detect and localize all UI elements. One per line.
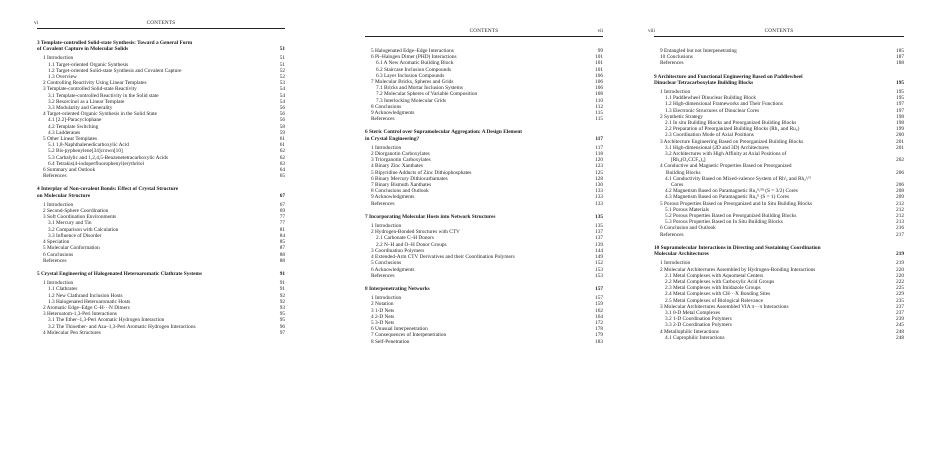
toc-page-number: 212 xyxy=(896,200,904,207)
toc-page-number: 101 xyxy=(595,54,603,61)
toc-entry xyxy=(654,176,904,188)
toc-entry: 6 Pi–Halogen Dimer (PHD) Interactions 101 xyxy=(371,54,603,61)
toc-page-number: 153 xyxy=(595,272,603,279)
toc-entry: 7 Binary Bismuth Xanthates 130 xyxy=(371,182,603,189)
toc-page-number: 220 xyxy=(896,272,904,279)
toc-entry: 6 Acknowledgments 153 xyxy=(371,266,603,273)
toc-page-number: 118 xyxy=(595,151,603,158)
toc-list xyxy=(654,48,904,341)
toc-entry: 5 Porous Properties Based on Preorganized and In Situ Building Blocks 212 xyxy=(660,200,904,207)
toc-page-number: 133 xyxy=(595,188,603,195)
toc-entry: 2 Aromatic Edge–Edge C–H···N Dimers 93 xyxy=(43,304,285,311)
chapter-title-line: 4 Interplay of Non-covalent Bonds: Effect of Crystal Structure xyxy=(37,186,179,193)
toc-entry: 3 Architecture Engineering Based on Preorganized Building Blocks 201 xyxy=(660,138,904,145)
toc-entry: 6.1 A New Aromatic Building Block 101 xyxy=(376,60,603,67)
toc-page-number: 133 xyxy=(595,200,603,207)
page-number: vii xyxy=(597,28,603,34)
toc-entry: 9 Acknowledgments 115 xyxy=(371,110,603,117)
toc-page-number: 58 xyxy=(279,123,285,130)
chapter-title-line: 7 Incorporating Molecular Hosts into Network Structures xyxy=(365,213,496,220)
chapter-title-line: of Covalent Capture in Molecular Solids xyxy=(37,46,129,53)
toc-entry: 2 Second-Sphere Coordination 69 xyxy=(43,208,285,215)
toc-page-number: 92 xyxy=(279,292,285,299)
toc-entry: 2.1 Carbonate C–H Donors 137 xyxy=(376,235,603,242)
toc-entry: 3.2 Comparison with Calculation 81 xyxy=(48,226,285,233)
toc-page-number: 153 xyxy=(595,266,603,273)
toc-page-number: 106 xyxy=(595,72,603,79)
toc-page-number: 157 xyxy=(595,285,603,292)
toc-page-number: 52 xyxy=(279,67,285,74)
toc-entry: 1.1 Paddlewheel Dinuclear Building Block 195 xyxy=(665,95,904,102)
toc-page-number: 135 xyxy=(595,223,603,230)
toc-page-number: 101 xyxy=(595,60,603,67)
toc-entry: 5.1 1,8-Naphthalenedicarboxylic Acid 61 xyxy=(48,142,285,149)
toc-page-number: 159 xyxy=(595,301,603,308)
toc-page-number: 91 xyxy=(279,280,285,287)
toc-entry: 2.3 Coordination Mode of Axial Positions 200 xyxy=(665,132,904,139)
toc-entry: 8 Conclusions and Outlook 133 xyxy=(371,188,603,195)
toc-entry: 3.2 The Thioether- and Aza–1,3-Peri Aromatic Hydrogen Interactions 96 xyxy=(48,323,285,330)
toc-entry: 6.2 Staircase Inclusion Compounds 101 xyxy=(376,66,603,73)
running-title: CONTENTS xyxy=(764,28,794,34)
toc-entry: 4.1 [2.2]-Paracyclophane 56 xyxy=(48,117,285,124)
toc-page-number: 139 xyxy=(595,241,603,248)
toc-entry: 7 Consequences of Interpenetration 179 xyxy=(371,332,603,339)
chapter-title-line: 10 Supramolecular Interactions in Directing and Sustaining Coordination xyxy=(654,244,821,251)
toc-entry: 2 Synthetic Strategy 198 xyxy=(660,113,904,120)
toc-entry xyxy=(654,163,904,175)
toc-page-number: 199 xyxy=(896,126,904,133)
toc-page-number: 52 xyxy=(279,74,285,81)
toc-page-number: 235 xyxy=(896,297,904,304)
toc-entry: 1.2 High-dimensional Frameworks and Their Functions 197 xyxy=(665,101,904,108)
toc-entry: 1.2 New Clathrand Inclusion Hosts 92 xyxy=(48,292,285,299)
chapter-title-line: Dinuclear Tetracarboxylate Building Blocks xyxy=(654,79,754,86)
toc-entry: 4.2 Magnetism Based on Paramagnetic Ru₂ᴵᴵ/ᴵᴵᴵ (S = 3/2) Cores 208 xyxy=(665,188,904,195)
toc-entry: 3 1-D Nets 162 xyxy=(371,307,603,314)
toc-page-number: 85 xyxy=(279,239,285,246)
toc-entry: 2.4 Metal Complexes with CH···X Bonding Sites 229 xyxy=(665,291,904,298)
toc-page-number: 219 xyxy=(896,260,904,267)
toc-entry xyxy=(654,151,904,163)
toc-page-number: 59 xyxy=(279,129,285,136)
toc-page-number: 239 xyxy=(896,316,904,323)
toc-page-number: 202 xyxy=(896,157,904,164)
toc-page-number: 201 xyxy=(896,138,904,145)
chapter-title-line: 5 Crystal Engineering of Halogenated Heteroaromatic Clathrate Systems xyxy=(37,270,203,277)
toc-page-number: 54 xyxy=(279,86,285,93)
toc-page-number: 123 xyxy=(595,163,603,170)
toc-list xyxy=(365,48,603,345)
toc-page-number: 197 xyxy=(896,107,904,114)
toc-entry: 5 Molecular Conformation 87 xyxy=(43,245,285,252)
toc-entry: 8 Conclusions 112 xyxy=(371,103,603,110)
toc-page-number: 195 xyxy=(896,79,904,86)
toc-entry: 4.1 Cuprophilic Interactions 248 xyxy=(665,334,904,341)
toc-page-number: 149 xyxy=(595,254,603,261)
toc-page-number: 61 xyxy=(279,136,285,143)
toc-entry-line: Cores xyxy=(671,182,684,189)
toc-entry: 3 Coordination Polymers 144 xyxy=(371,247,603,254)
toc-entry: 5.3 Carbalylic and 1,2,4,5-Benzenetetracarboxylic Acids 62 xyxy=(48,154,285,161)
toc-page-number: 77 xyxy=(279,220,285,227)
toc-entry: 1 Introduction 91 xyxy=(43,280,285,287)
toc-page-number: 65 xyxy=(279,173,285,180)
page-header xyxy=(365,28,603,37)
toc-entry: 3.1 High-dimensional (2D and 3D) Architectures 201 xyxy=(665,144,904,151)
toc-entry: References 133 xyxy=(371,200,603,207)
toc-page-number: 237 xyxy=(896,303,904,310)
chapter-title xyxy=(37,40,285,52)
toc-page-number: 64 xyxy=(279,167,285,174)
toc-entry: 3.2 Resorcinol as a Linear Template 54 xyxy=(48,98,285,105)
toc-entry: 5.2 Bis-pyphenylene[34]crown[10] 62 xyxy=(48,148,285,155)
toc-entry-line: Building Blocks xyxy=(666,169,701,176)
toc-entry: 6.3 Layer Inclusion Compounds 106 xyxy=(376,72,603,79)
toc-entry: References 188 xyxy=(660,60,904,67)
toc-entry: 4.2 Template Switching 58 xyxy=(48,123,285,130)
chapter-title xyxy=(654,245,904,257)
chapter-title-line: on Molecular Structure xyxy=(37,192,91,199)
toc-page-number: 99 xyxy=(597,48,603,54)
toc-entry: 10 Conclusions 187 xyxy=(660,54,904,61)
toc-page-number: 195 xyxy=(896,89,904,96)
toc-entry: References 65 xyxy=(43,173,285,180)
page-header xyxy=(648,28,904,37)
toc-page-number: 53 xyxy=(279,80,285,87)
toc-page-number: 51 xyxy=(279,61,285,68)
toc-page-number: 248 xyxy=(896,334,904,341)
toc-entry: 1.3 Overview 52 xyxy=(48,74,285,81)
toc-page-number: 87 xyxy=(279,245,285,252)
toc-page-number: 106 xyxy=(595,85,603,92)
toc-page-number: 197 xyxy=(896,101,904,108)
toc-entry: 4 Binary Zinc Xanthates 123 xyxy=(371,163,603,170)
toc-page-number: 152 xyxy=(595,260,603,267)
toc-page-number: 144 xyxy=(595,247,603,254)
toc-page-number: 67 xyxy=(279,192,285,199)
toc-page-number: 117 xyxy=(595,144,603,151)
toc-page-number: 179 xyxy=(595,332,603,339)
toc-entry-line: 4.1 Conductivity Based on Mixed-valence System of Rhᴵ₂ and Rh₂ᴵ/ᴵᴵ xyxy=(665,175,811,182)
toc-entry: 5 Other Linear Templates 61 xyxy=(43,136,285,143)
toc-page-number: 54 xyxy=(279,98,285,105)
toc-page-number: 201 xyxy=(896,144,904,151)
running-title: CONTENTS xyxy=(469,28,499,34)
toc-page-left xyxy=(34,20,285,336)
toc-page-number: 206 xyxy=(896,182,904,189)
toc-page-number: 188 xyxy=(896,60,904,67)
toc-page-number: 56 xyxy=(279,111,285,118)
toc-page-number: 198 xyxy=(896,120,904,127)
toc-entry: 3 Triorganotin Carboxylates 120 xyxy=(371,157,603,164)
toc-entry: 8 Self-Penetration 183 xyxy=(371,338,603,345)
toc-entry: 1 Introduction 67 xyxy=(43,201,285,208)
toc-entry: 5.3 Porous Properties Based on In Situ Building Blocks 213 xyxy=(665,219,904,226)
toc-page-number: 237 xyxy=(896,309,904,316)
toc-entry: 6 Binary Mercury Dithiocarbamates 128 xyxy=(371,175,603,182)
toc-page-number: 209 xyxy=(896,194,904,201)
toc-page-number: 117 xyxy=(595,135,603,142)
toc-page-number: 225 xyxy=(896,285,904,292)
toc-entry: 5 Halogenated Edge–Edge Interactions 99 xyxy=(371,48,603,54)
toc-page-number: 110 xyxy=(595,97,603,104)
toc-entry: 2.5 Metal Complexes of Biological Relevance 235 xyxy=(665,297,904,304)
chapter-title-line: 9 Architecture and Functional Engineering Based on Paddlewheel xyxy=(654,73,803,80)
toc-entry: References 153 xyxy=(371,272,603,279)
toc-page-number: 162 xyxy=(595,307,603,314)
toc-entry: 7.2 Molecular Spheres of Variable Composition 108 xyxy=(376,91,603,98)
toc-page-number: 195 xyxy=(896,95,904,102)
toc-entry: 4 Extended-Arm CTV Derivatives and their Coordination Polymers 149 xyxy=(371,254,603,261)
toc-entry: 3.3 Influence of Disorder 84 xyxy=(48,232,285,239)
toc-page-number: 69 xyxy=(279,208,285,215)
toc-page-number: 212 xyxy=(896,206,904,213)
chapter-title-line: Molecular Architectures xyxy=(654,251,709,258)
toc-page-number: 213 xyxy=(896,219,904,226)
toc-page-number: 229 xyxy=(896,291,904,298)
toc-entry: 4.3 Ladderanes 59 xyxy=(48,129,285,136)
toc-entry: 3.1 Template-controlled Reactivity in the Solid state 54 xyxy=(48,92,285,99)
toc-page-number: 137 xyxy=(595,229,603,236)
toc-page-number: 97 xyxy=(279,329,285,336)
toc-entry-line: 3.2 Architectures with High Affinity at Axial Positions of xyxy=(665,151,787,158)
toc-page-number: 137 xyxy=(595,235,603,242)
toc-entry: 1 Introduction 157 xyxy=(371,295,603,302)
toc-entry: 3.2 1-D Coordination Polymers 239 xyxy=(665,316,904,323)
toc-page-number: 206 xyxy=(896,169,904,176)
toc-entry: 2.2 Preparation of Preorganized Building Blocks (Rh₂ and Ru₂) 199 xyxy=(665,126,904,133)
toc-page-number: 222 xyxy=(896,278,904,285)
toc-page-middle xyxy=(365,28,603,345)
toc-page-number: 112 xyxy=(595,103,603,110)
toc-entry: 6 Unusual Interpenetration 178 xyxy=(371,326,603,333)
toc-entry: 4 Molecular Pen Structures 97 xyxy=(43,329,285,336)
toc-entry: 7.1 Bricks and Mortar Inclusion Systems 106 xyxy=(376,85,603,92)
chapter-title-line: 6 Steric Control over Supramolecular Aggregation: A Design Element xyxy=(365,129,523,136)
toc-entry: 2.3 Metal Complexes with Imidazole Groups 225 xyxy=(665,285,904,292)
chapter-title xyxy=(654,74,904,86)
toc-entry: 3.1 0-D Metal Complexes 237 xyxy=(665,309,904,316)
toc-page-number: 95 xyxy=(279,317,285,324)
toc-entry: 1.1 Target-oriented Organic Synthesis 51 xyxy=(48,61,285,68)
toc-page-number: 95 xyxy=(279,311,285,318)
toc-page-number: 84 xyxy=(279,232,285,239)
toc-entry: 3 Soft Coordination Environments 77 xyxy=(43,214,285,221)
toc-entry: 3.3 2-D Coordination Polymers 245 xyxy=(665,322,904,329)
toc-entry: 6 Summary and Outlook 64 xyxy=(43,167,285,174)
toc-entry: References 88 xyxy=(43,257,285,264)
toc-entry: 1 Introduction 195 xyxy=(660,89,904,96)
toc-page-number: 67 xyxy=(279,201,285,208)
toc-entry: 2 Controlling Reactivity Using Linear Templates 53 xyxy=(43,80,285,87)
toc-entry: 1 Introduction 117 xyxy=(371,144,603,151)
chapter-title-line: in Crystal Engineering? xyxy=(365,135,420,142)
toc-entry: 3 Heteroatom-1,3-Peri Interactions 95 xyxy=(43,311,285,318)
toc-page-number: 200 xyxy=(896,132,904,139)
toc-page-number: 91 xyxy=(279,286,285,293)
toc-entry: 3.3 Modularity and Generality 56 xyxy=(48,105,285,112)
toc-page-number: 185 xyxy=(896,48,904,54)
toc-entry: 7 Molecular Bricks, Spheres and Grids 106 xyxy=(371,79,603,86)
toc-entry: 3.1 Mercury and Tin 77 xyxy=(48,220,285,227)
chapter-title xyxy=(37,271,285,277)
toc-entry: 2.2 Metal Complexes with Carboxylic Acid Groups 222 xyxy=(665,278,904,285)
toc-page-number: 62 xyxy=(279,148,285,155)
toc-entry: 1.3 Electronic Structures of Dinuclear Cores 197 xyxy=(665,107,904,114)
toc-page-number: 56 xyxy=(279,105,285,112)
toc-entry: References 115 xyxy=(371,116,603,123)
toc-page-number: 220 xyxy=(896,266,904,273)
page-number: vi xyxy=(34,20,39,26)
toc-entry: 1.2 Target-oriented Solid-state Synthesis and Covalent Capture 52 xyxy=(48,67,285,74)
toc-page-number: 115 xyxy=(595,116,603,123)
toc-page-number: 125 xyxy=(595,169,603,176)
toc-entry: 2.1 Metal Complexes with Aquometal Centers 220 xyxy=(665,272,904,279)
toc-list xyxy=(37,40,285,336)
toc-page-number: 128 xyxy=(595,175,603,182)
toc-page-number: 88 xyxy=(279,251,285,258)
toc-entry: 2 Hydrogen-Bonded Structures with CTV 137 xyxy=(371,229,603,236)
toc-entry: 6 Conclusion and Outlook 216 xyxy=(660,225,904,232)
toc-entry: 1 Introduction 219 xyxy=(660,260,904,267)
toc-page-number: 198 xyxy=(896,113,904,120)
toc-page-number: 183 xyxy=(595,338,603,345)
toc-entry: 2 Diorganotin Carboxylates 118 xyxy=(371,151,603,158)
toc-page-number: 130 xyxy=(595,182,603,189)
chapter-title xyxy=(365,286,603,292)
toc-entry: 1 Introduction 135 xyxy=(371,223,603,230)
toc-page-number: 101 xyxy=(595,66,603,73)
toc-entry: References 217 xyxy=(660,231,904,238)
toc-page-number: 81 xyxy=(279,226,285,233)
toc-page-number: 212 xyxy=(896,213,904,220)
toc-page-number: 106 xyxy=(595,79,603,86)
toc-entry: 4.3 Magnetism Based on Paramagnetic Ru₂ᴵᴵ (S = 1) Cores 209 xyxy=(665,194,904,201)
toc-entry: 5.1 Porous Materials 212 xyxy=(665,206,904,213)
toc-entry: 5 Bipyridine Adducts of Zinc Dithiophosphates 125 xyxy=(371,169,603,176)
chapter-title-line: 3 Template-controlled Solid-state Synthesis: Toward a General Form xyxy=(37,40,193,46)
toc-page-number: 133 xyxy=(595,194,603,201)
toc-entry: 3 Template-controlled Solid-state Reactivity 54 xyxy=(43,86,285,93)
toc-entry: 3 Molecular Architectures Assembled VIA π···π Interactions 237 xyxy=(660,303,904,310)
toc-entry: 4 Metallophilic Interactions 248 xyxy=(660,328,904,335)
toc-page-number: 54 xyxy=(279,92,285,99)
toc-page-number: 77 xyxy=(279,214,285,221)
toc-page-number: 208 xyxy=(896,188,904,195)
toc-entry: 1 Introduction 51 xyxy=(43,55,285,62)
toc-page-number: 187 xyxy=(896,54,904,61)
toc-page-number: 93 xyxy=(279,304,285,311)
toc-entry: 6.4 Tetrakis(4-iodoperfluorophenyl)erythritol 63 xyxy=(48,160,285,167)
toc-page-number: 63 xyxy=(279,160,285,167)
chapter-title xyxy=(37,186,285,198)
toc-page-number: 178 xyxy=(595,326,603,333)
toc-entry: 9 Entangled but not Interpenetrating 185 xyxy=(660,48,904,54)
toc-page-number: 216 xyxy=(896,225,904,232)
toc-page-number: 51 xyxy=(279,55,285,62)
toc-page-number: 56 xyxy=(279,117,285,124)
toc-entry: 2.1 In situ Building Blocks and Preorganized Building Blocks 198 xyxy=(665,120,904,127)
toc-page-number: 120 xyxy=(595,157,603,164)
chapter-title xyxy=(365,214,603,220)
toc-entry: 2 Notation 159 xyxy=(371,301,603,308)
toc-page-number: 115 xyxy=(595,110,603,117)
toc-entry-line: [Rh₂(O₂CCF₃)₄] xyxy=(671,157,706,164)
toc-entry: 2 Molecular Architectures Assembled by Hydrogen-Bonding Interactions 220 xyxy=(660,266,904,273)
toc-page-number: 91 xyxy=(279,270,285,277)
toc-entry-line: 4 Conductive and Magnetic Properties Based on Preorganized xyxy=(660,163,792,170)
toc-page-number: 245 xyxy=(896,322,904,329)
toc-page-number: 172 xyxy=(595,319,603,326)
toc-entry: 5 Conclusions 152 xyxy=(371,260,603,267)
page-number: viii xyxy=(648,28,655,34)
toc-entry: 5 3-D Nets 172 xyxy=(371,319,603,326)
toc-entry: 6 Conclusions 88 xyxy=(43,251,285,258)
toc-entry: 3.1 The Ether–1,3-Peri Aromatic Hydrogen Interaction 95 xyxy=(48,317,285,324)
running-title: CONTENTS xyxy=(146,20,176,26)
toc-entry: 1.1 Clathrates 91 xyxy=(48,286,285,293)
chapter-title-line: 8 Interpenetrating Networks xyxy=(365,285,430,292)
toc-entry: 9 Acknowledgments 133 xyxy=(371,194,603,201)
toc-page-right xyxy=(648,28,904,341)
toc-page-number: 248 xyxy=(896,328,904,335)
toc-page-number: 96 xyxy=(279,323,285,330)
toc-entry: 7.3 Interlocking Molecular Grids 110 xyxy=(376,97,603,104)
toc-page-number: 51 xyxy=(279,46,285,53)
toc-page-number: 61 xyxy=(279,142,285,149)
toc-page-number: 157 xyxy=(595,295,603,302)
toc-page-number: 217 xyxy=(896,231,904,238)
toc-page-number: 164 xyxy=(595,313,603,320)
toc-page-number: 92 xyxy=(279,298,285,305)
toc-page-number: 88 xyxy=(279,257,285,264)
toc-entry: 4 2-D Nets 164 xyxy=(371,313,603,320)
toc-entry: 5.2 Porous Properties Based on Preorganized Building Blocks 212 xyxy=(665,213,904,220)
toc-page-number: 108 xyxy=(595,91,603,98)
toc-page-number: 135 xyxy=(595,213,603,220)
toc-entry: 4 Speciation 85 xyxy=(43,239,285,246)
toc-entry: 1.3 Halogenated Heteroaromatic Hosts 92 xyxy=(48,298,285,305)
toc-page-number: 219 xyxy=(896,251,904,258)
chapter-title xyxy=(365,129,603,141)
toc-entry: 2.2 N–H and O–H Donor Groups 139 xyxy=(376,241,603,248)
page-header xyxy=(34,20,285,29)
toc-entry: 4 Target-oriented Organic Synthesis in the Solid State 56 xyxy=(43,111,285,118)
toc-page-number: 62 xyxy=(279,154,285,161)
